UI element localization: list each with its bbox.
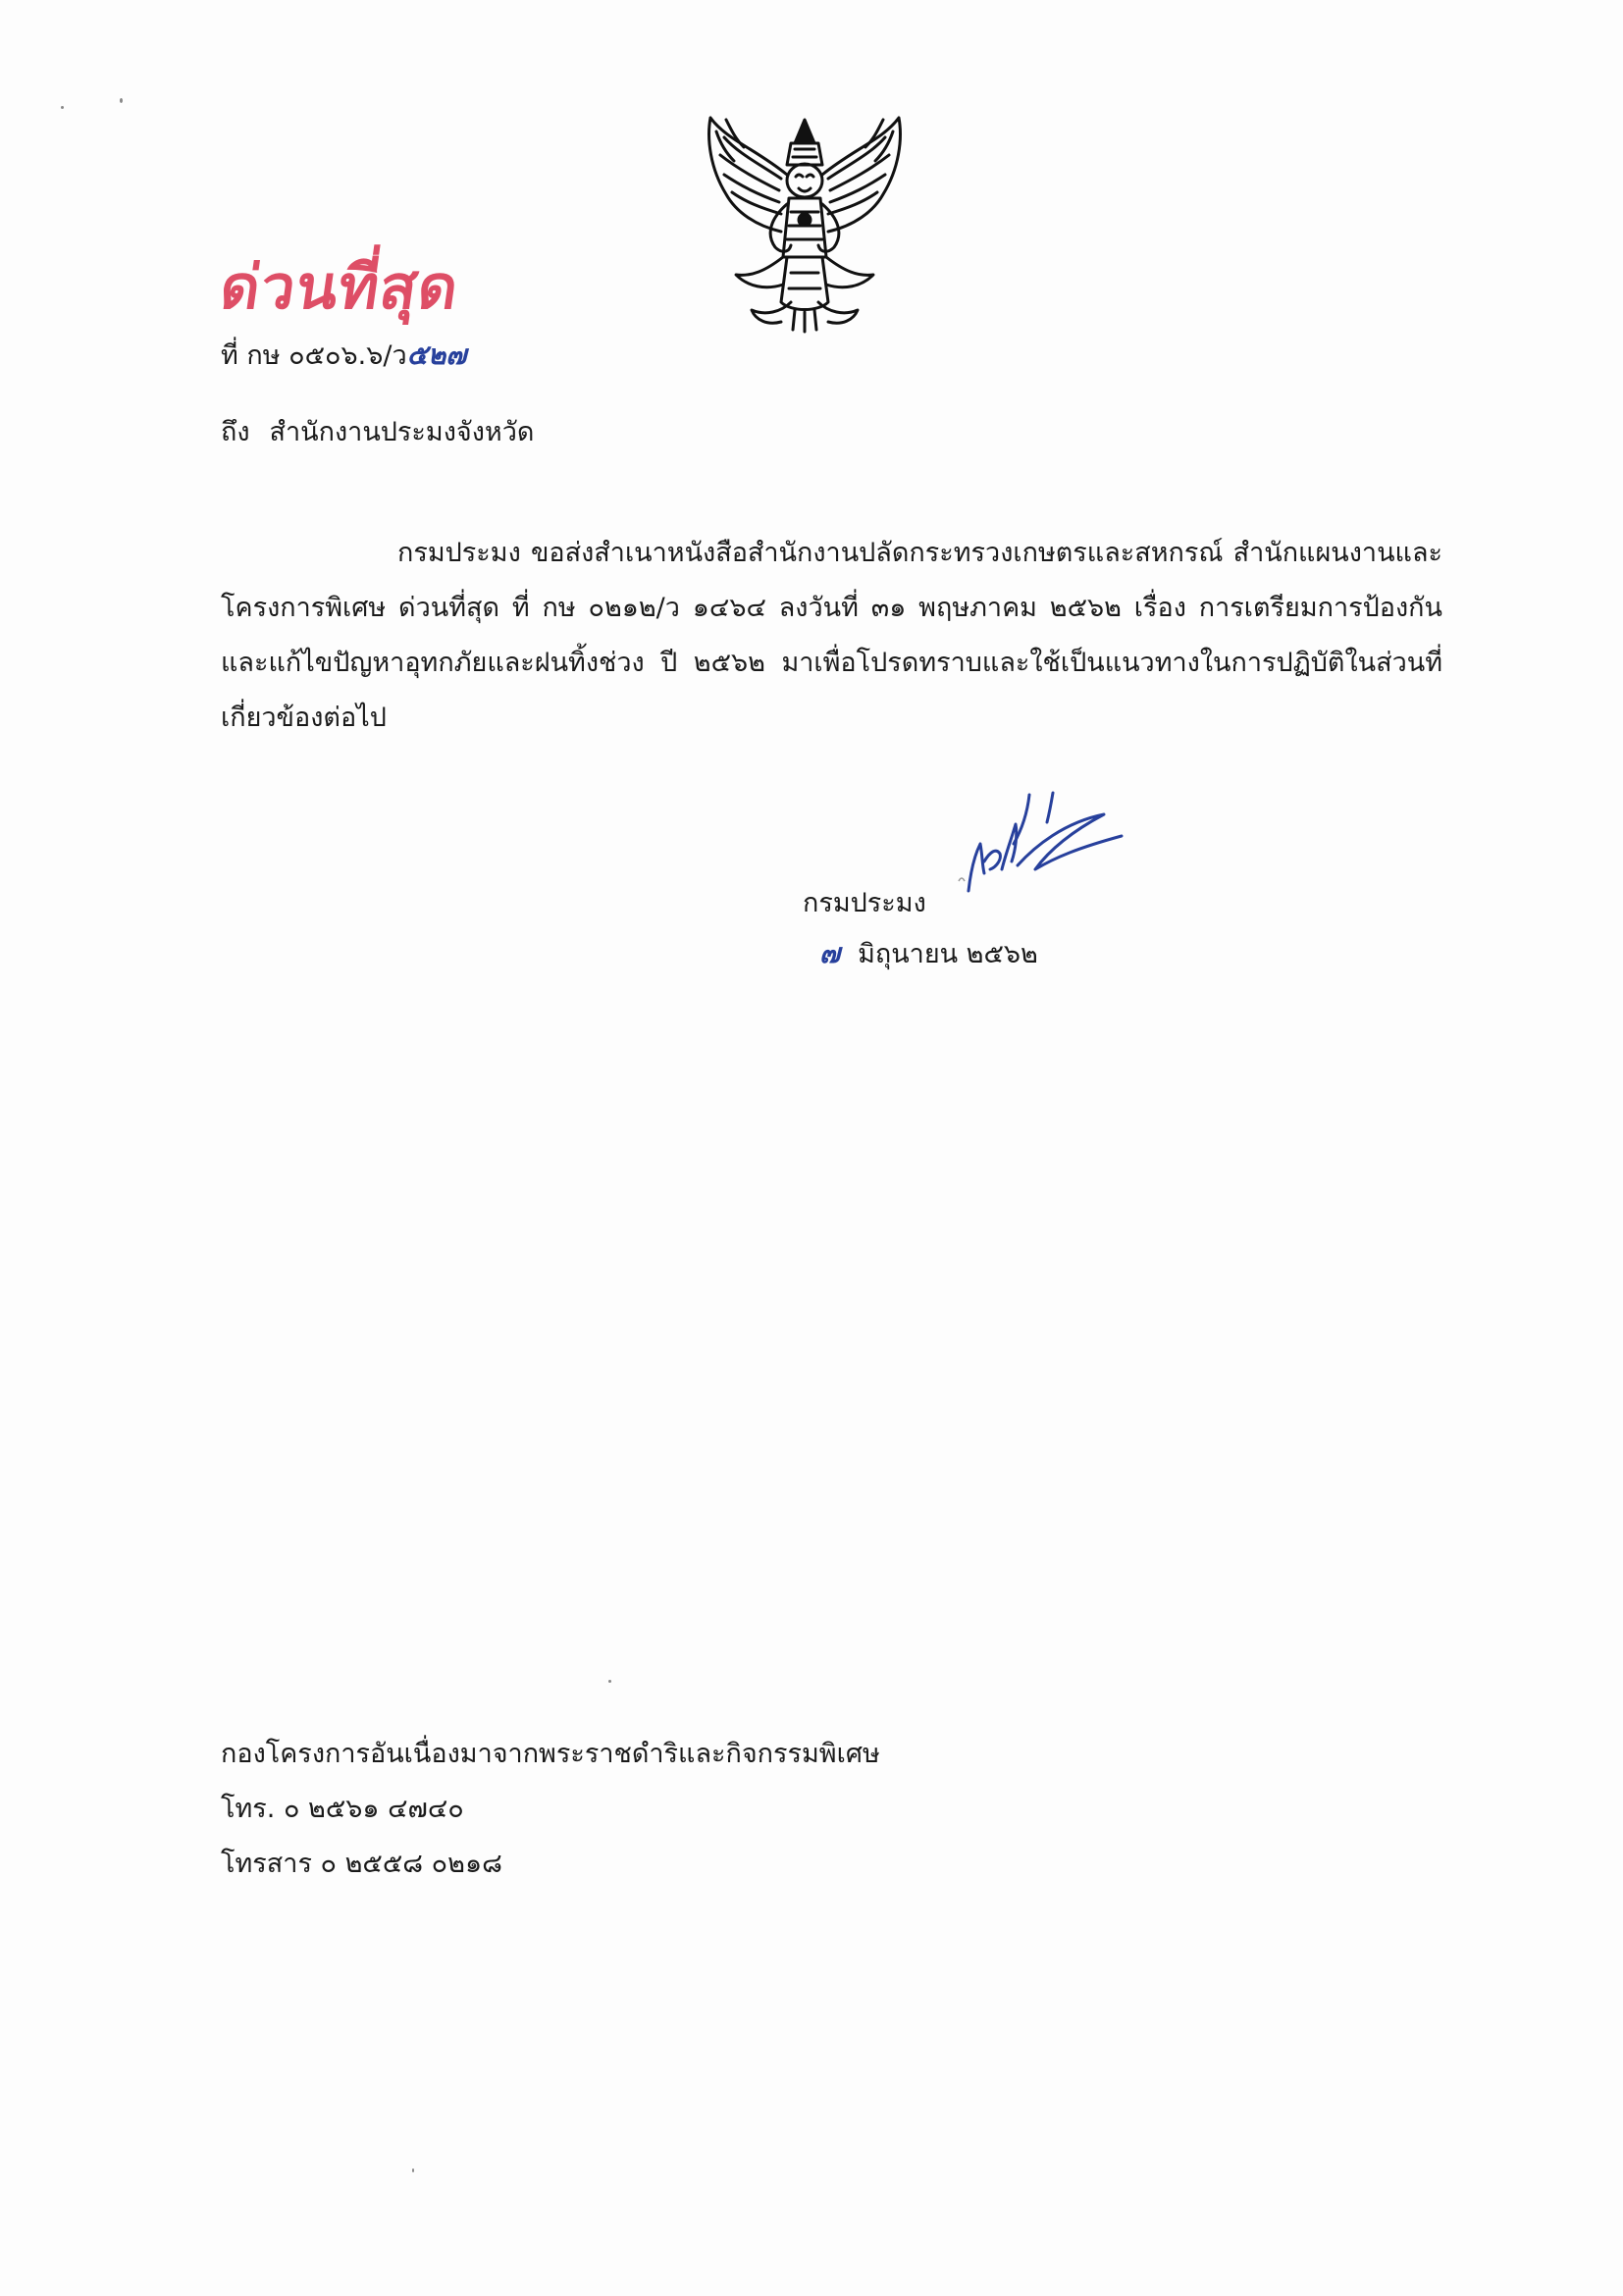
addressee (221, 410, 534, 452)
document-number-handwritten: ๕๒๗ (406, 339, 467, 371)
footer-phone: โทร. ๐ ๒๕๖๑ ๔๗๔๐ (221, 1794, 464, 1824)
garuda-emblem-icon (697, 110, 913, 336)
footer-contact (221, 1727, 880, 1892)
signoff-date-month-year: มิถุนายน ๒๕๖๒ (858, 939, 1038, 969)
body-paragraph-text: กรมประมง ขอส่งสำเนาหนังสือสำนักงานปลัดกระทรวงเกษตรและสหกรณ์ สำนักแผนงานและโครงการพิเศษ ด่วนที่สุด ที่ กษ ๐๒๑๒/ว ๑๔๖๔ ลงวันที่ ๓๑ พฤษภาคม ๒๕๖๒ เรื่อง การเตรียมการป้องกันและแก้ไขปัญหาอุทกภัยและฝนทิ้งช่วง ปี ๒๕๖๒ มาเพื่อโปรดทราบและใช้เป็นแนวทางในการปฏิบัติในส่วนที่เกี่ยวข้องต่อไป (221, 538, 1442, 733)
signoff-date (819, 932, 1038, 975)
footer-fax: โทรสาร ๐ ๒๕๕๘ ๐๒๑๘ (221, 1849, 502, 1879)
handwritten-signature (957, 775, 1128, 903)
addressee-recipient: สำนักงานประมงจังหวัด (269, 417, 535, 447)
scan-speck (61, 106, 64, 109)
scan-speck (120, 98, 123, 103)
document-number (221, 339, 466, 372)
signoff-date-day: ๗ (819, 937, 841, 969)
scan-speck (412, 2168, 414, 2172)
document-number-prefix: ที่ กษ ๐๕๐๖.๖/ว (221, 340, 407, 371)
signoff-organization: กรมประมง (803, 888, 926, 918)
addressee-label: ถึง (221, 417, 250, 447)
urgent-stamp: ด่วนที่สุด (215, 251, 464, 323)
scan-speck (608, 1680, 611, 1683)
footer-division: กองโครงการอันเนื่องมาจากพระราชดำริและกิจกรรมพิเศษ (221, 1739, 880, 1769)
body-paragraph (221, 526, 1442, 746)
